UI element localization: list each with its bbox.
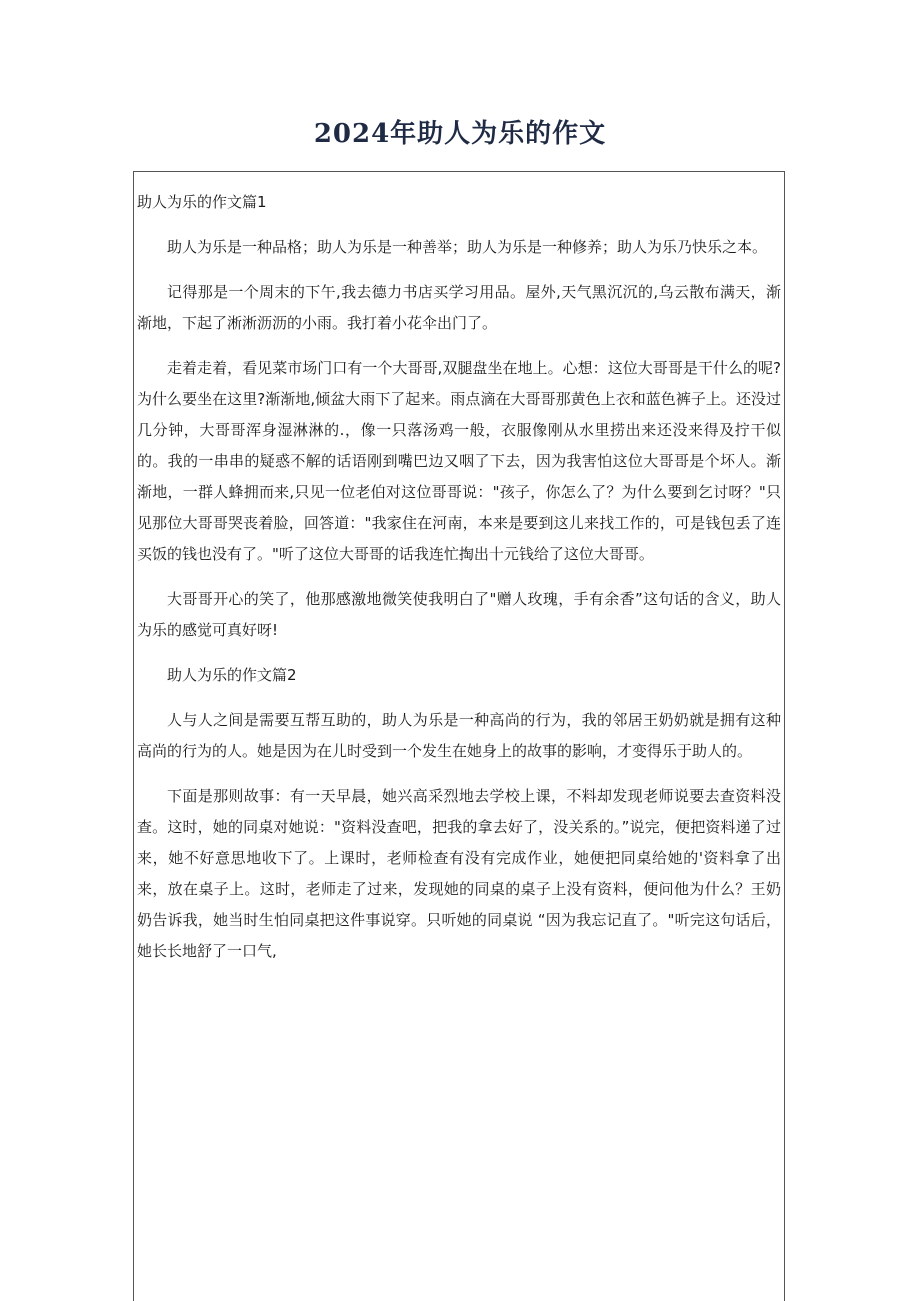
- paragraph: 人与人之间是需要互帮互助的，助人为乐是一种高尚的行为，我的邻居王奶奶就是拥有这种高尚的行为的人。她是因为在儿时受到一个发生在她身上的故事的影响，才变得乐于助人的。: [137, 711, 781, 760]
- paragraph: 大哥哥开心的笑了，他那感激地微笑使我明白了"赠人玫瑰，手有余香”这句话的含义，助人为乐的感觉可真好呀!: [137, 590, 781, 639]
- paragraph: 记得那是一个周末的下午,我去德力书店买学习用品。屋外,天气黑沉沉的,乌云散布满天，渐渐地，下起了淅淅沥沥的小雨。我打着小花伞出门了。: [137, 283, 781, 332]
- paragraph: 下面是那则故事：有一天早晨，她兴高采烈地去学校上课，不料却发现老师说要去查资料没查。这时，她的同桌对她说："资料没查吧，把我的拿去好了，没关系的。”说完，便把资料递了过来，她不好意思地收下了。上课时，老师检查有没有完成作业，她便把同桌给她的'资料拿了出来，放在桌子上。这时，老师走了过来，发现她的同桌的桌子上没有资料，便问他为什么？王奶奶告诉我，她当时生怕同桌把这件事说穿。只听她的同桌说 “因为我忘记直了。"听完这句话后，她长长地舒了一口气,: [137, 787, 781, 960]
- document-body: [137, 187, 781, 981]
- section-heading-2: 助人为乐的作文篇2: [167, 666, 297, 684]
- paragraph: 助人为乐是一种品格；助人为乐是一种善举；助人为乐是一种修养；助人为乐乃快乐之本。: [167, 238, 768, 256]
- content-frame: [133, 171, 785, 1301]
- section-heading-1: 助人为乐的作文篇1: [137, 193, 267, 211]
- document-title: 2024年助人为乐的作文: [313, 119, 607, 149]
- paragraph: 走着走着，看见菜市场门口有一个大哥哥,双腿盘坐在地上。心想：这位大哥哥是干什么的呢?为什么要坐在这里?渐渐地,倾盆大雨下了起来。雨点滴在大哥哥那黄色上衣和蓝色裤子上。还没过几分钟，大哥哥浑身湿淋淋的.，像一只落汤鸡一般，衣服像刚从水里捞出来还没来得及拧干似的。我的一串串的疑惑不解的话语刚到嘴巴边又咽了下去，因为我害怕这位大哥哥是个坏人。渐渐地，一群人蜂拥而来,只见一位老伯对这位哥哥说："孩子，你怎么了？为什么要到乞讨呀？"只见那位大哥哥哭丧着脸，回答道："我家住在河南，本来是要到这儿来找工作的，可是钱包丢了连买饭的钱也没有了。"听了这位大哥哥的话我连忙掏出十元钱给了这位大哥哥。: [137, 359, 781, 563]
